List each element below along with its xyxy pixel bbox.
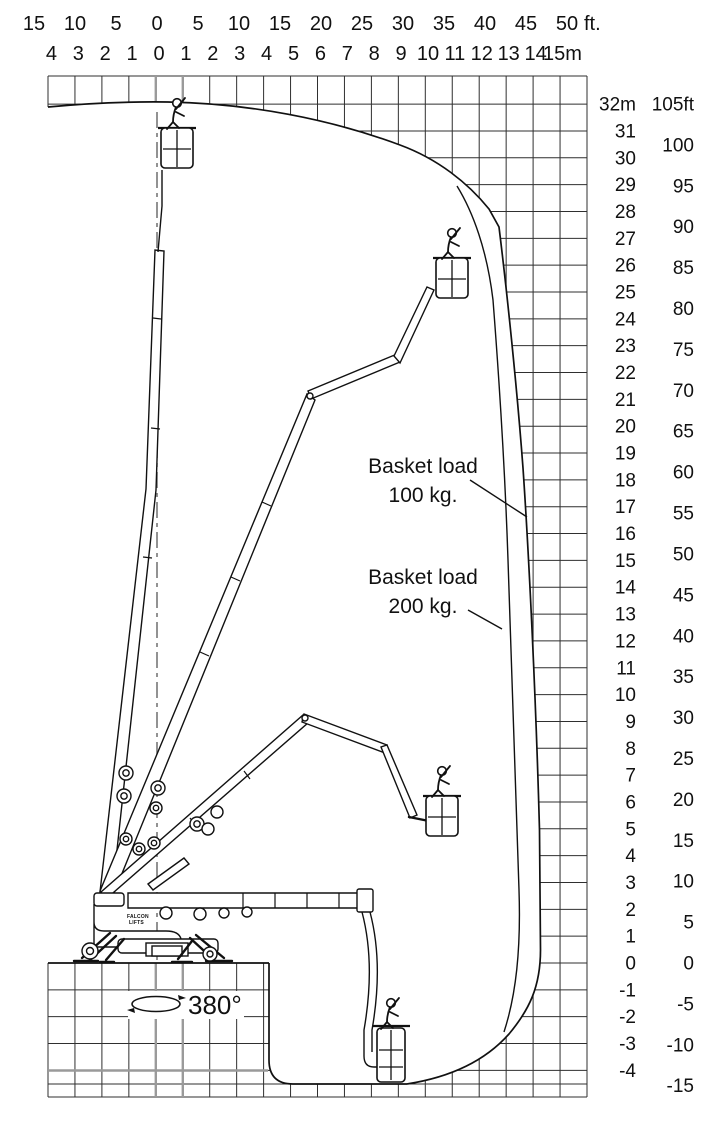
rotation-indicator xyxy=(127,990,244,1020)
axis-label: 45 xyxy=(672,585,694,607)
axis-label: 3 xyxy=(72,43,84,65)
axis-label: 2 xyxy=(625,899,636,921)
axis-label: 90 xyxy=(672,217,694,239)
pulley-hub xyxy=(136,846,141,851)
axis-label: 1 xyxy=(126,43,138,65)
axis-right-feet xyxy=(652,94,695,1097)
axis-label: ft. xyxy=(584,13,601,35)
axis-label: 50 xyxy=(555,13,579,35)
axis-label: 6 xyxy=(314,43,326,65)
axis-label: 11 xyxy=(616,658,636,680)
wheel-hub xyxy=(207,951,213,957)
axis-label: 40 xyxy=(473,13,497,35)
axis-label: 5 xyxy=(287,43,300,65)
pulley-circle xyxy=(211,806,223,818)
pulley-hub xyxy=(151,840,156,845)
axis-label: 30 xyxy=(391,13,415,35)
pulley-circle xyxy=(160,907,172,919)
axis-label: 19 xyxy=(614,443,636,465)
brand-name-line2: LIFTS xyxy=(129,920,144,926)
axis-label: -2 xyxy=(619,1007,636,1029)
axis-label: 12 xyxy=(614,631,636,653)
rotation-label: 380° xyxy=(188,990,242,1020)
axis-label: 25 xyxy=(350,13,374,35)
axis-label: 2 xyxy=(207,43,219,65)
axis-label: 5 xyxy=(625,819,636,841)
axis-label: 20 xyxy=(614,416,636,438)
axis-label: 17 xyxy=(614,497,636,519)
brand-name: FALCON xyxy=(127,914,149,920)
basket-load-100-label: Basket load xyxy=(368,455,478,478)
axis-label: 3 xyxy=(234,43,246,65)
pulley-hub xyxy=(123,836,128,841)
pulley-hub xyxy=(155,785,161,791)
axis-label: 25 xyxy=(672,748,694,770)
wheel-hub xyxy=(87,948,94,955)
axis-label: 15 xyxy=(268,13,292,35)
axis-label: 7 xyxy=(625,765,636,787)
axis-label: 13 xyxy=(497,43,520,65)
axis-label: 30 xyxy=(672,708,694,730)
axis-label: 70 xyxy=(672,380,694,402)
axis-label: 12 xyxy=(470,43,493,65)
axis-top-feet xyxy=(23,13,601,35)
axis-label: 28 xyxy=(614,201,636,223)
basket-below-ground xyxy=(373,1026,410,1082)
axis-label: 0 xyxy=(151,13,163,35)
axis-label: 100 xyxy=(662,135,694,157)
axis-label: 5 xyxy=(683,912,694,934)
axis-label: 9 xyxy=(625,711,636,733)
axis-label: 11 xyxy=(444,43,466,65)
axis-label: 16 xyxy=(614,524,636,546)
pulley-circle xyxy=(194,908,206,920)
axis-label: 75 xyxy=(672,339,694,361)
axis-label: 4 xyxy=(261,43,273,65)
axis-label: 29 xyxy=(614,175,636,197)
axis-label: 35 xyxy=(672,667,694,689)
axis-label: 55 xyxy=(672,503,694,525)
axis-label: 0 xyxy=(153,43,165,65)
axis-label: 10 xyxy=(614,685,636,707)
pulley-circle xyxy=(202,823,214,835)
axis-label: 5 xyxy=(110,13,122,35)
axis-label: 40 xyxy=(672,626,694,648)
axis-right-meters xyxy=(599,95,636,1082)
basket-load-200-value: 200 kg. xyxy=(388,595,458,618)
axis-top-meters xyxy=(46,43,582,65)
axis-label: 35 xyxy=(432,13,456,35)
axis-label: 65 xyxy=(672,421,694,443)
axis-label: 26 xyxy=(614,255,636,277)
basket-load-200-label: Basket load xyxy=(368,566,478,589)
axis-label: 25 xyxy=(614,282,636,304)
pulley-hub xyxy=(194,821,200,827)
axis-label: 18 xyxy=(614,470,636,492)
axis-label: 1 xyxy=(180,43,192,65)
envelope-interior xyxy=(0,102,541,1084)
axis-label: -1 xyxy=(619,980,636,1002)
axis-label: 45 xyxy=(514,13,538,35)
axis-label: 2 xyxy=(99,43,111,65)
axis-label: 3 xyxy=(625,872,636,894)
basket-load-100-value: 100 kg. xyxy=(388,484,458,507)
axis-label: -10 xyxy=(666,1035,694,1057)
axis-label: -15 xyxy=(666,1076,694,1098)
track-inner xyxy=(152,946,182,956)
basket-top xyxy=(158,128,196,168)
axis-label: 4 xyxy=(45,43,57,65)
axis-label: 15 xyxy=(614,550,636,572)
axis-label: 23 xyxy=(614,336,636,358)
axis-label: 50 xyxy=(672,544,694,566)
axis-label: 20 xyxy=(672,789,694,811)
axis-label: 85 xyxy=(672,258,694,280)
axis-label: 105ft xyxy=(651,94,694,116)
pulley-hub xyxy=(123,770,129,776)
axis-label: 9 xyxy=(395,43,407,65)
basket-upper-right xyxy=(433,258,471,298)
axis-label: 60 xyxy=(672,462,694,484)
axis-label: 13 xyxy=(614,604,636,626)
axis-label: 0 xyxy=(625,953,636,975)
axis-label: 6 xyxy=(625,792,636,814)
axis-label: 30 xyxy=(614,148,636,170)
axis-label: 10 xyxy=(63,13,87,35)
basket-mid-right xyxy=(423,796,461,836)
axis-label: 22 xyxy=(614,363,636,385)
axis-label: 31 xyxy=(614,121,636,143)
axis-label: 95 xyxy=(672,176,694,198)
pulley-hub xyxy=(153,805,158,810)
axis-label: 4 xyxy=(625,846,636,868)
axis-label: 80 xyxy=(672,299,694,321)
axis-label: 0 xyxy=(683,953,694,975)
axis-label: 10 xyxy=(227,13,251,35)
axis-label: -5 xyxy=(677,994,694,1016)
axis-label: 24 xyxy=(614,309,636,331)
axis-label: 8 xyxy=(625,738,636,760)
axis-label: -3 xyxy=(619,1034,636,1056)
axis-label: 14 xyxy=(614,577,636,599)
axis-label: 15m xyxy=(543,43,582,65)
axis-label: 7 xyxy=(341,43,353,65)
axis-label: 20 xyxy=(309,13,333,35)
axis-label: 32m xyxy=(599,94,636,116)
axis-label: 5 xyxy=(192,13,204,35)
axis-label: 27 xyxy=(614,228,636,250)
axis-label: 15 xyxy=(22,13,46,35)
axis-label: -4 xyxy=(619,1060,636,1082)
axis-label: 15 xyxy=(672,830,694,852)
axis-label: 1 xyxy=(625,926,636,948)
pulley-circle xyxy=(242,907,252,917)
pulley-circle xyxy=(219,908,229,918)
axis-label: 14 xyxy=(524,43,547,65)
axis-label: 21 xyxy=(614,389,636,411)
pulley-hub xyxy=(121,793,127,799)
axis-label: 8 xyxy=(368,43,380,65)
axis-label: 10 xyxy=(672,871,694,893)
axis-label: 10 xyxy=(416,43,440,65)
boom-mount xyxy=(94,893,124,906)
